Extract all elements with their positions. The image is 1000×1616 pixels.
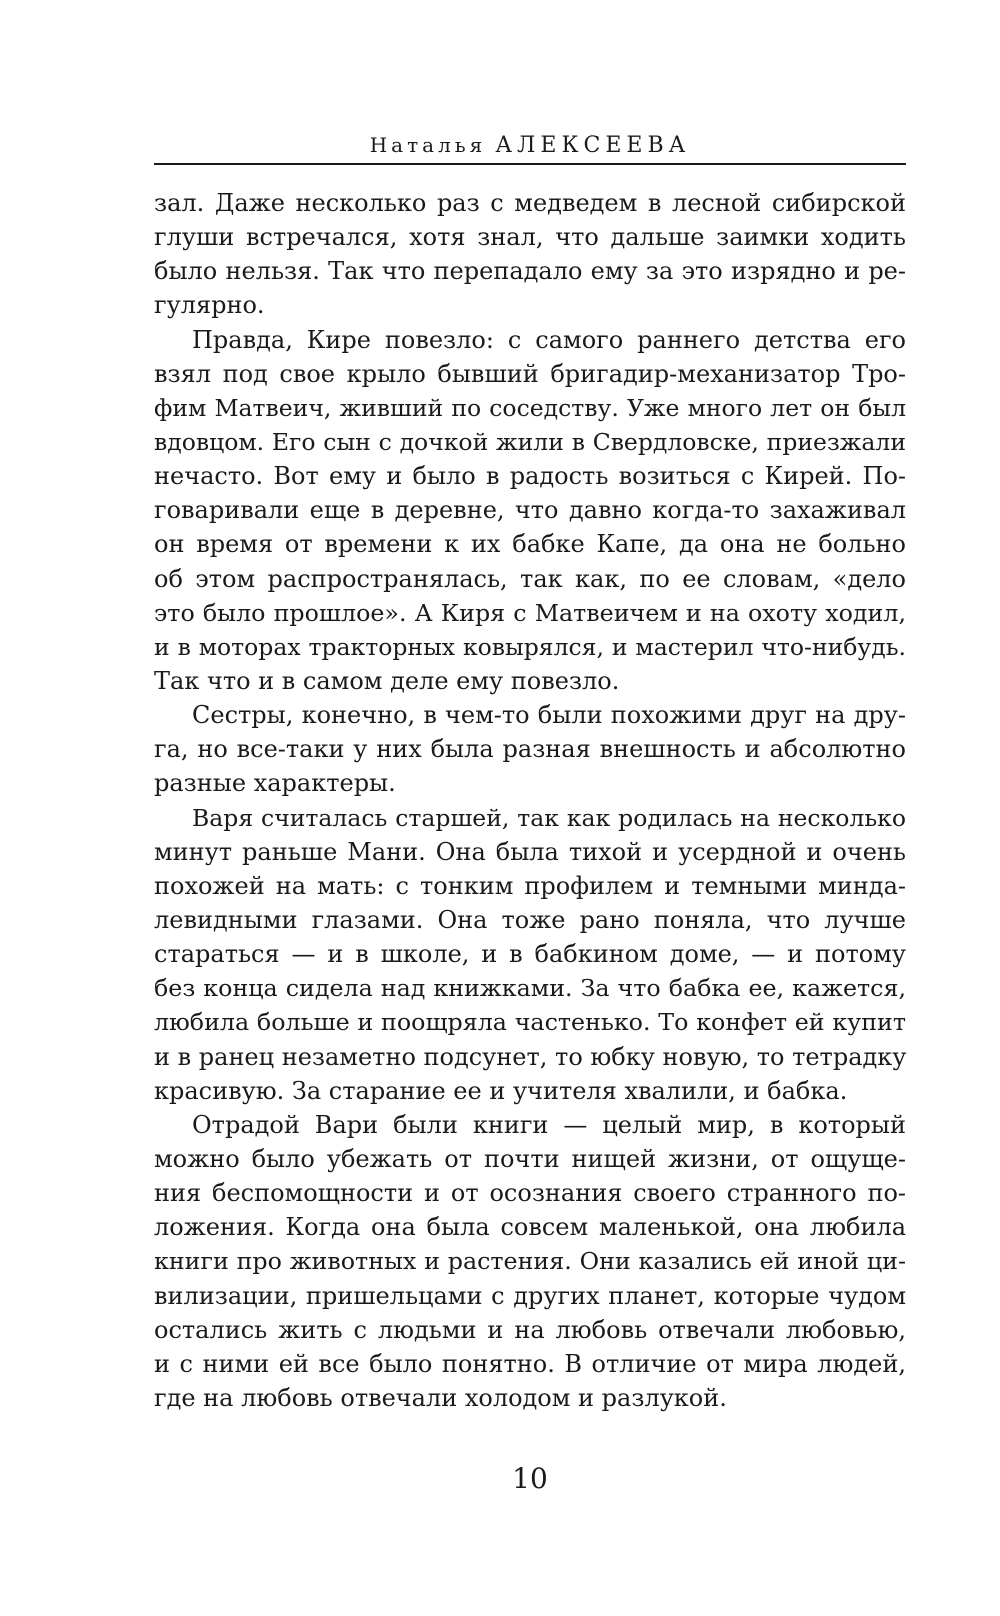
- text-line: стараться — и в школе, и в бабкином доме, — и потому: [154, 940, 906, 969]
- text-line: Правда, Кире повезло: с самого раннего детства его: [192, 325, 906, 354]
- text-line: говаривали еще в деревне, что давно когда-то захаживал: [154, 496, 906, 525]
- text-line: остались жить с людьми и на любовь отвечали любовью,: [154, 1315, 906, 1344]
- text-line: левидными глазами. Она тоже рано поняла, что лучше: [154, 905, 906, 934]
- text-line: красивую. За старание ее и учителя хвалили, и бабка.: [154, 1076, 848, 1105]
- text-line: и в ранец незаметно подсунет, то юбку новую, то тетрадку: [154, 1042, 907, 1071]
- text-line: вдовцом. Его сын с дочкой жили в Свердловске, приезжали: [154, 427, 906, 456]
- text-line: гулярно.: [154, 291, 265, 320]
- text-line: и с ними ей все было понятно. В отличие от мира людей,: [154, 1349, 906, 1378]
- text-line: Варя считалась старшей, так как родилась на несколько: [192, 803, 906, 832]
- page-number: 10: [512, 1462, 548, 1495]
- text-line: ния беспомощности и от осознания своего странного по-: [154, 1179, 906, 1208]
- text-line: он время от времени к их бабке Капе, да она не больно: [154, 530, 906, 559]
- text-line: зал. Даже несколько раз с медведем в лесной сибирской: [154, 189, 906, 217]
- author-last-name: АЛЕКСЕЕВА: [495, 133, 691, 158]
- text-line: минут раньше Мани. Она была тихой и усердной и очень: [154, 837, 906, 866]
- text-line: глуши встречался, хотя знал, что дальше заимки ходить: [154, 223, 906, 252]
- text-line: где на любовь отвечали холодом и разлукой.: [154, 1383, 727, 1412]
- text-line: Сестры, конечно, в чем-то были похожими друг на дру-: [192, 701, 906, 730]
- text-line: похожей на мать: с тонким профилем и темными минда-: [154, 871, 906, 900]
- text-line: ложения. Когда она была совсем маленькой, она любила: [154, 1213, 906, 1242]
- text-line: нечасто. Вот ему и было в радость возиться с Кирей. По-: [154, 462, 906, 491]
- body-text: [154, 186, 906, 1415]
- text-line: любила больше и поощряла частенько. То конфет ей купит: [154, 1008, 906, 1037]
- text-line: Так что и в самом деле ему повезло.: [154, 666, 620, 695]
- text-line: вилизации, пришельцами с других планет, которые чудом: [154, 1281, 906, 1310]
- header-rule: [154, 163, 906, 165]
- text-line: и в моторах тракторных ковырялся, и мастерил что-нибудь.: [154, 632, 906, 661]
- text-line: разные характеры.: [154, 769, 396, 798]
- text-line: об этом распространялась, так как, по ее словам, «дело: [154, 564, 906, 593]
- author-first-name: Наталья: [369, 133, 487, 157]
- text-line: Отрадой Вари были книги — целый мир, в который: [192, 1110, 906, 1139]
- text-line: фим Матвеич, живший по соседству. Уже много лет он был: [154, 393, 906, 422]
- text-line: взял под свое крыло бывший бригадир-механизатор Тро-: [154, 359, 906, 388]
- text-line: без конца сидела над книжками. За что бабка ее, кажется,: [154, 974, 906, 1003]
- text-line: га, но все-таки у них была разная внешность и абсолютно: [154, 735, 906, 764]
- running-header: [154, 126, 906, 166]
- text-line: это было прошлое». А Киря с Матвеичем и на охоту ходил,: [154, 598, 906, 627]
- text-line: можно было убежать от почти нищей жизни, от ощуще-: [154, 1144, 906, 1173]
- text-line: было нельзя. Так что перепадало ему за это изрядно и ре-: [154, 257, 906, 286]
- text-line: книги про животных и растения. Они казались ей иной ци-: [154, 1247, 906, 1276]
